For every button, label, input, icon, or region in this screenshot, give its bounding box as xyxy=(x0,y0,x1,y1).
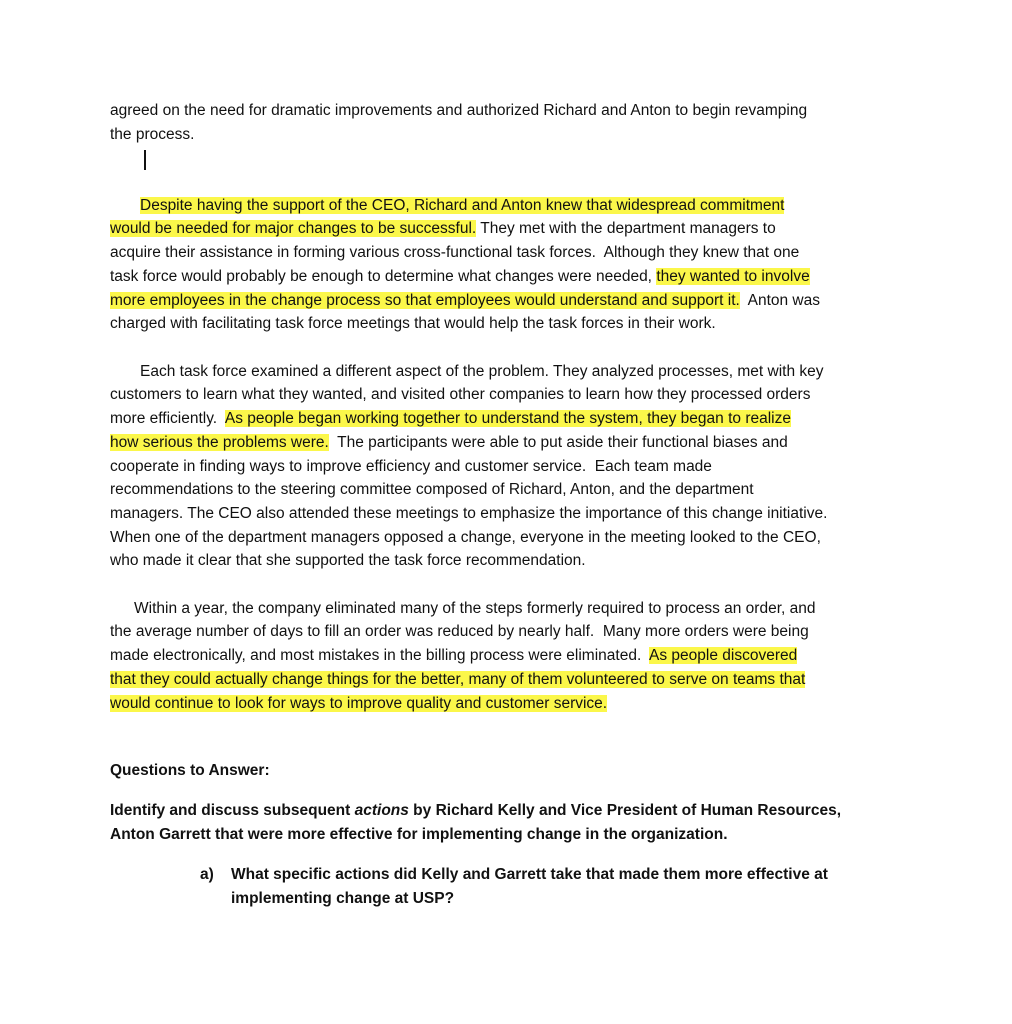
document-body xyxy=(110,99,900,715)
highlighted-text: that they could actually change things for the better, many of them volunteered to serve on teams that xyxy=(110,670,806,688)
question-text: Identify and discuss subsequent actions by Richard Kelly and Vice President of Human Resources, xyxy=(110,802,842,819)
text-line: recommendations to the steering committee composed of Richard, Anton, and the department xyxy=(110,481,754,499)
text-line: managers. The CEO also attended these meetings to emphasize the importance of this change initiative. xyxy=(110,504,828,522)
text-line: more employees in the change process so that employees would understand and support it. Anton was xyxy=(110,291,820,309)
text-line: would be needed for major changes to be successful. They met with the department managers to xyxy=(110,220,776,238)
text-line: agreed on the need for dramatic improvements and authorized Richard and Anton to begin revamping xyxy=(110,102,808,119)
option-text: What specific actions did Kelly and Garrett take that made them more effective at xyxy=(231,866,828,883)
text-line xyxy=(110,668,900,692)
text-line: cooperate in finding ways to improve efficiency and customer service. Each team made xyxy=(110,457,712,475)
option-label: a) xyxy=(200,866,214,883)
highlighted-text: they wanted to involve xyxy=(656,267,810,285)
text-line xyxy=(110,692,900,716)
highlighted-text: would continue to look for ways to improve quality and customer service. xyxy=(110,694,608,712)
highlighted-text: Despite having the support of the CEO, Richard and Anton knew that widespread commitment xyxy=(140,196,785,214)
option-text: implementing change at USP? xyxy=(231,890,455,907)
text-line: made electronically, and most mistakes in the billing process were eliminated. As people discovered xyxy=(110,647,798,665)
highlighted-text: how serious the problems were. xyxy=(110,433,329,451)
highlighted-text: would be needed for major changes to be successful. xyxy=(110,220,477,238)
text-line: the average number of days to fill an order was reduced by nearly half. Many more orders were being xyxy=(110,623,809,641)
text-line: Each task force examined a different aspect of the problem. They analyzed processes, met with key xyxy=(140,362,824,380)
text-line: charged with facilitating task force meetings that would help the task forces in their work. xyxy=(110,315,716,333)
text-cursor xyxy=(144,150,146,170)
question-text: Anton Garrett that were more effective for implementing change in the organization. xyxy=(110,826,728,843)
text-line: Within a year, the company eliminated many of the steps formerly required to process an order, and xyxy=(134,599,816,617)
text-line: acquire their assistance in forming various cross-functional task forces. Although they knew that one xyxy=(110,244,800,262)
text-line: who made it clear that she supported the task force recommendation. xyxy=(110,552,586,570)
text-line: customers to learn what they wanted, and visited other companies to learn how they processed orders xyxy=(110,386,811,404)
text-line: the process. xyxy=(110,125,195,143)
highlighted-text: more employees in the change process so that employees would understand and support it. xyxy=(110,291,740,309)
text-line: how serious the problems were. The participants were able to put aside their functional biases and xyxy=(110,433,788,451)
questions-heading: Questions to Answer: xyxy=(110,762,270,779)
highlighted-text: As people discovered xyxy=(649,647,798,665)
highlighted-text: As people began working together to understand the system, they began to realize xyxy=(224,410,791,428)
text-line: more efficiently. As people began working together to understand the system, they began to realize xyxy=(110,410,791,428)
text-line: When one of the department managers opposed a change, everyone in the meeting looked to the CEO, xyxy=(110,528,821,546)
text-line: task force would probably be enough to determine what changes were needed, they wanted to involve xyxy=(110,267,810,285)
text-line xyxy=(110,194,900,218)
